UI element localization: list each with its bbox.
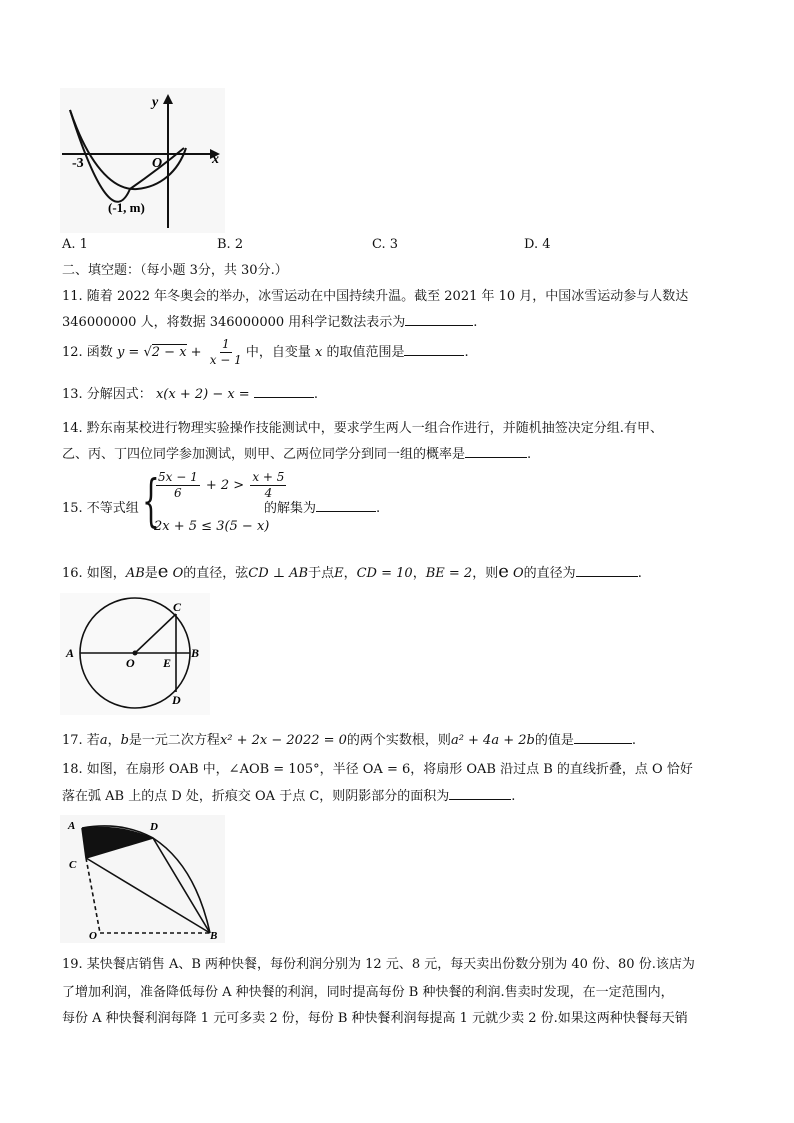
circle-label-a: A <box>66 646 75 660</box>
q15-frac1-den: 6 <box>174 486 182 500</box>
y-axis-label: y <box>152 95 159 110</box>
q19-line1: 19. 某快餐店销售 A、B 两种快餐，每份利润分别为 12 元、8 元，每天卖出份数分别为 40 份、80 份.该店为 <box>62 957 695 972</box>
q13-formula: x(x + 2) − x = <box>155 387 250 402</box>
q15-mid: + 2 > <box>205 478 245 493</box>
circle-label-e: E <box>163 656 172 670</box>
q11-text: 346000000 人，将数据 346000000 用科学记数法表示为 <box>62 315 406 330</box>
q15-brace: { <box>142 469 160 534</box>
q12-frac-num: 1 <box>221 337 230 351</box>
sector-label-b: B <box>210 930 218 942</box>
q16-end: . <box>637 566 642 581</box>
q13-line <box>62 383 318 405</box>
choice-b: B. 2 <box>217 237 244 252</box>
q15-frac1-num: 5x − 1 <box>158 470 198 484</box>
q16-o: O <box>172 566 184 581</box>
q12-var: x <box>314 345 323 360</box>
vertex-label: (-1, m) <box>108 200 145 215</box>
q15-block <box>62 470 562 540</box>
sector-label-c: C <box>69 859 77 871</box>
q15-ineq2: 2x + 5 ≤ 3(5 − x) <box>154 519 270 534</box>
q16-cd-perp: CD ⊥ AB <box>248 566 309 581</box>
q17-p5: 的值是 <box>534 733 574 748</box>
q11-answer-blank[interactable] <box>405 311 473 326</box>
q16-p7: ，则 <box>472 566 499 581</box>
q15-answer-blank[interactable] <box>316 497 376 512</box>
q18-text: 落在弧 AB 上的点 D 处，折痕交 OA 于点 C，则阴影部分的面积为 <box>62 789 450 804</box>
sector-figure <box>60 815 225 943</box>
q17-p4: 的两个实数根，则 <box>346 733 451 748</box>
q15-suffix-line <box>264 497 380 516</box>
choice-c: C. 3 <box>372 237 399 252</box>
q19-line2: 了增加利润，准备降低每份 A 种快餐的利润，同时提高每份 B 种快餐的利润.售卖时发现，在一定范围内， <box>62 985 674 1000</box>
q15-suffix: 的解集为 <box>264 501 317 516</box>
root-label: -3 <box>72 156 84 171</box>
q15-frac2-den: 4 <box>264 486 273 500</box>
choice-a: A. 1 <box>62 237 88 252</box>
q15-frac1 <box>156 470 200 501</box>
q12-prefix: 12. 函数 <box>62 345 113 360</box>
q12-sqrt-content: 2 − x <box>151 345 187 360</box>
q16-p5: ， <box>343 566 357 581</box>
q17-b: b <box>120 733 129 748</box>
q13-answer-blank[interactable] <box>254 383 314 398</box>
q16-p8: 的直径为 <box>523 566 576 581</box>
section-heading: 二、填空题：（每小题 3分，共 30分.） <box>62 263 288 278</box>
q17-p3: 是一元二次方程 <box>128 733 220 748</box>
q11-line1: 11. 随着 2022 年冬奥会的举办，冰雪运动在中国持续升温。截至 2021 年 10 月，中国冰雪运动参与人数达 <box>62 289 689 304</box>
circle-label-b: B <box>191 646 200 660</box>
q14-text: 乙、丙、丁四位同学参加测试，则甲、乙两位同学分到同一组的概率是 <box>62 447 466 462</box>
q17-expression: a² + 4a + 2b <box>450 733 535 748</box>
q11-end: . <box>473 315 478 330</box>
q16-cd-val: CD = 10 <box>356 566 413 581</box>
q14-end: . <box>527 447 532 462</box>
q17-p2: ， <box>107 733 121 748</box>
sector-label-a: A <box>68 820 76 832</box>
q12-end: . <box>464 345 469 360</box>
q18-answer-blank[interactable] <box>449 785 511 800</box>
q15-frac2-num: x + 5 <box>252 470 285 484</box>
q16-e: E <box>334 566 344 581</box>
q17-equation: x² + 2x − 2022 = 0 <box>219 733 347 748</box>
q12-answer-blank[interactable] <box>404 341 464 356</box>
q16-circle-symbol: e <box>157 561 169 582</box>
q17-answer-blank[interactable] <box>574 729 632 744</box>
q16-p3: 的直径，弦 <box>183 566 249 581</box>
q16-p6: ， <box>412 566 426 581</box>
q18-line1: 18. 如图，在扇形 OAB 中，∠AOB = 105°，半径 OA = 6，将扇形 OAB 沿过点 B 的直线折叠，点 O 恰好 <box>62 762 693 777</box>
q17-a: a <box>99 733 108 748</box>
q18-end: . <box>511 789 516 804</box>
q12-plus: + <box>190 345 202 360</box>
q11-line2 <box>62 311 477 333</box>
q12-sqrt-sign: √ <box>143 345 152 360</box>
circle-label-d: D <box>172 693 181 707</box>
q16-circle-symbol-2: e <box>498 561 509 582</box>
q12-frac-den: x − 1 <box>209 353 242 367</box>
q13-end: . <box>313 387 318 402</box>
q19-line3: 每份 A 种快餐利润每降 1 元可多卖 2 份，每份 B 种快餐利润每提高 1 元就少卖 2 份.如果这两种快餐每天销 <box>62 1011 688 1026</box>
q14-answer-blank[interactable] <box>465 443 527 458</box>
q12-mid: 中，自变量 <box>245 345 311 360</box>
parabola-figure <box>60 88 225 233</box>
q16-ab: AB <box>125 566 145 581</box>
q16-line <box>62 562 642 584</box>
q17-line <box>62 729 636 751</box>
x-axis-label: x <box>212 152 219 167</box>
q12-fraction <box>208 337 244 368</box>
q18-line2 <box>62 785 515 807</box>
q12-formula-lhs: y = <box>116 345 144 360</box>
q12-line <box>62 337 469 368</box>
circle-figure <box>60 593 210 715</box>
sector-label-d: D <box>150 821 158 833</box>
sector-label-o: O <box>89 930 97 942</box>
q13-prefix: 13. 分解因式： <box>62 387 152 402</box>
q16-answer-blank[interactable] <box>576 562 638 577</box>
q16-p4: 于点 <box>308 566 335 581</box>
circle-label-c: C <box>173 600 182 614</box>
q15-prefix: 15. 不等式组 <box>62 501 139 516</box>
choice-d: D. 4 <box>524 237 551 252</box>
q16-p2: 是 <box>144 566 158 581</box>
origin-label: O <box>152 156 163 171</box>
q17-end: . <box>631 733 636 748</box>
q17-p1: 17. 若 <box>62 733 100 748</box>
q14-line2 <box>62 443 531 465</box>
q16-p1: 16. 如图， <box>62 566 126 581</box>
q16-be-val: BE = 2 <box>425 566 473 581</box>
q16-o-2: O <box>513 566 524 581</box>
circle-label-o: O <box>126 656 135 670</box>
q15-end: . <box>376 501 381 516</box>
q12-suffix: 的取值范围是 <box>326 345 405 360</box>
q14-line1: 14. 黔东南某校进行物理实验操作技能测试中，要求学生两人一组合作进行，并随机抽签决定分组.有甲、 <box>62 421 663 436</box>
